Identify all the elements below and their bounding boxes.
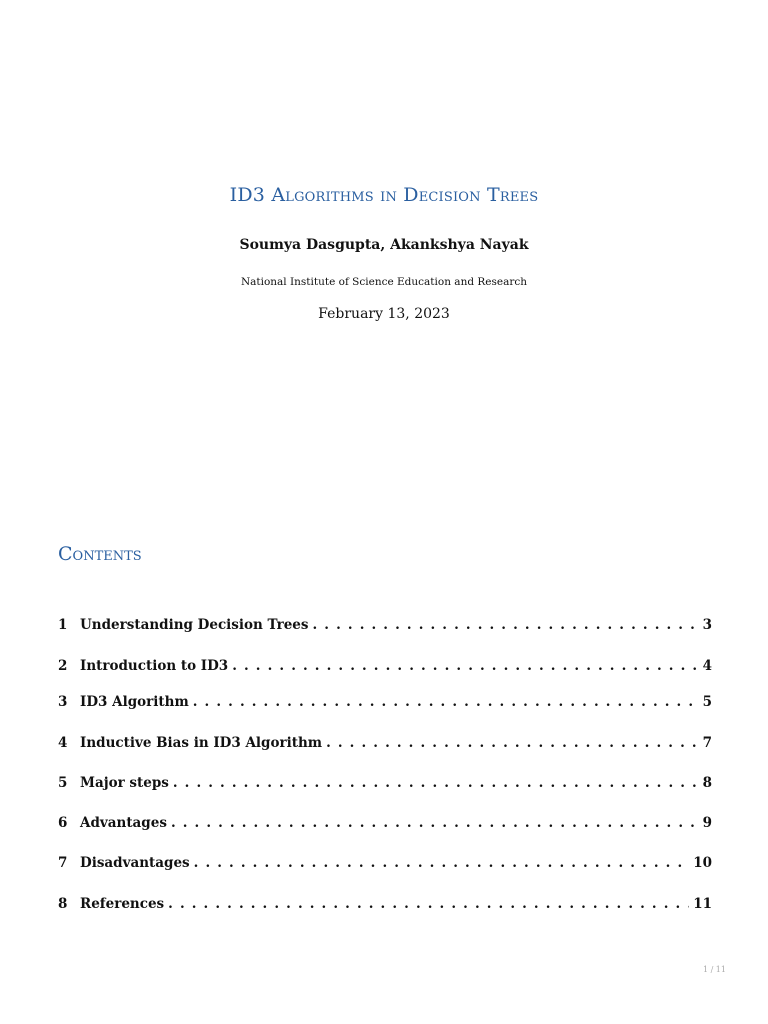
toc-entry-page[interactable]: 8 [702, 775, 712, 791]
toc-entry-number: 4 [58, 735, 68, 751]
authors: Soumya Dasgupta, Akankshya Nayak [239, 237, 529, 253]
toc-entry-number: 2 [58, 658, 68, 674]
toc-entry-title[interactable]: Advantages [80, 815, 167, 831]
toc-entry-title[interactable]: References [80, 896, 165, 912]
toc-entry[interactable] [58, 853, 712, 873]
toc-dot-leader [168, 894, 689, 914]
toc-entry-number: 6 [58, 815, 68, 831]
toc-dot-leader [171, 813, 698, 833]
page-counter: 1 / 11 [702, 965, 726, 974]
toc-entry-page[interactable]: 10 [693, 855, 712, 871]
toc-dot-leader [193, 692, 698, 712]
toc-entry-title[interactable]: Disadvantages [80, 855, 190, 871]
toc-entry-title[interactable]: Understanding Decision Trees [80, 617, 309, 633]
toc-entry-page[interactable]: 9 [702, 815, 712, 831]
toc-dot-leader [173, 773, 698, 793]
toc-entry-page[interactable]: 3 [702, 617, 712, 633]
toc-entry-page[interactable]: 5 [702, 694, 712, 710]
date: February 13, 2023 [318, 306, 450, 322]
toc-entry-number: 3 [58, 694, 68, 710]
toc-entry-page[interactable]: 7 [702, 735, 712, 751]
toc-entry-number: 7 [58, 855, 68, 871]
toc-entry[interactable] [58, 813, 712, 833]
toc-entry[interactable] [58, 894, 712, 914]
toc-entry-title[interactable]: Introduction to ID3 [80, 658, 229, 674]
toc-entry-number: 5 [58, 775, 68, 791]
toc-entry-page[interactable]: 11 [693, 896, 712, 912]
toc-entry-page[interactable]: 4 [702, 658, 712, 674]
toc-entry-title[interactable]: Major steps [80, 775, 169, 791]
toc-dot-leader [232, 656, 698, 676]
document-title: ID3 Algorithms in Decision Trees [229, 184, 539, 206]
toc-entry[interactable] [58, 656, 712, 676]
toc-entry-title[interactable]: ID3 Algorithm [80, 694, 189, 710]
toc-entry-number: 8 [58, 896, 68, 912]
toc-entry-title[interactable]: Inductive Bias in ID3 Algorithm [80, 735, 323, 751]
toc-entry[interactable] [58, 615, 712, 635]
toc-dot-leader [313, 615, 699, 635]
toc-entry[interactable] [58, 773, 712, 793]
contents-heading: Contents [58, 543, 142, 565]
institution: National Institute of Science Education and Research [240, 276, 528, 288]
toc-entry[interactable] [58, 692, 712, 712]
toc-dot-leader [326, 733, 698, 753]
toc-entry[interactable] [58, 733, 712, 753]
toc-dot-leader [194, 853, 690, 873]
toc-entry-number: 1 [58, 617, 68, 633]
